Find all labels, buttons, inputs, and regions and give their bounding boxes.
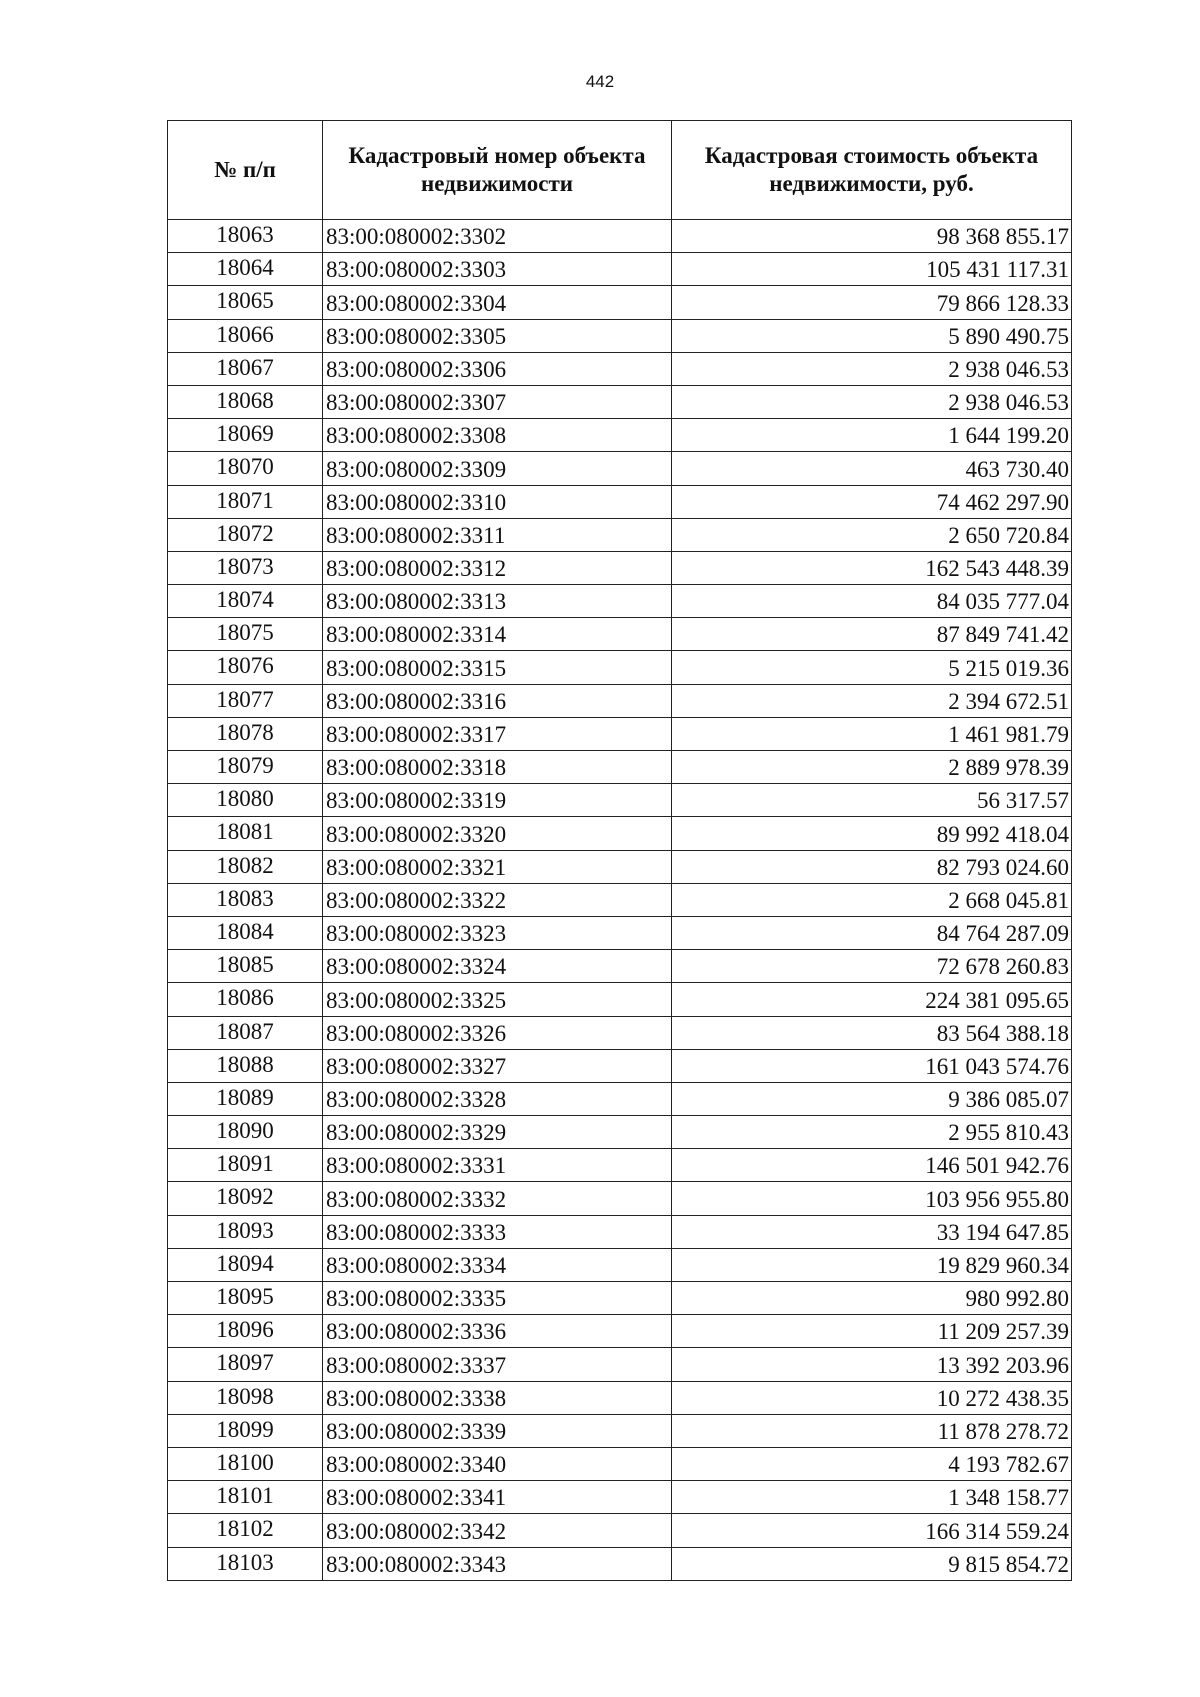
- table-row: [168, 551, 1072, 584]
- cadastral-value-cell: 82 793 024.60: [672, 850, 1072, 883]
- cadastral-value-cell: 98 368 855.17: [672, 220, 1072, 253]
- cadastral-number-cell: 83:00:080002:3334: [323, 1248, 672, 1281]
- table-row: [168, 419, 1072, 452]
- row-number-cell: 18082: [168, 850, 323, 883]
- row-number-cell: 18091: [168, 1149, 323, 1182]
- row-number-cell: 18081: [168, 817, 323, 850]
- cadastral-number-cell: 83:00:080002:3326: [323, 1016, 672, 1049]
- row-number-cell: 18092: [168, 1182, 323, 1215]
- row-number-cell: 18068: [168, 385, 323, 418]
- cadastral-value-cell: 4 193 782.67: [672, 1447, 1072, 1480]
- table-header: [168, 121, 1072, 220]
- header-cadastral-number: Кадастровый номер объекта недвижимости: [323, 121, 672, 220]
- cadastral-value-cell: 9 386 085.07: [672, 1082, 1072, 1115]
- row-number-cell: 18094: [168, 1248, 323, 1281]
- table-row: [168, 385, 1072, 418]
- table-row: [168, 1381, 1072, 1414]
- cadastral-number-cell: 83:00:080002:3306: [323, 352, 672, 385]
- table-row: [168, 518, 1072, 551]
- header-row-number: № п/п: [168, 121, 323, 220]
- table-row: [168, 1514, 1072, 1547]
- row-number-cell: 18087: [168, 1016, 323, 1049]
- row-number-cell: 18065: [168, 286, 323, 319]
- row-number-cell: 18080: [168, 784, 323, 817]
- cadastral-value-cell: 74 462 297.90: [672, 485, 1072, 518]
- cadastral-value-cell: 19 829 960.34: [672, 1248, 1072, 1281]
- cadastral-number-cell: 83:00:080002:3343: [323, 1547, 672, 1580]
- row-number-cell: 18074: [168, 585, 323, 618]
- cadastral-value-cell: 161 043 574.76: [672, 1049, 1072, 1082]
- cadastral-number-cell: 83:00:080002:3320: [323, 817, 672, 850]
- cadastral-value-table: [167, 120, 1072, 1581]
- cadastral-value-cell: 2 938 046.53: [672, 352, 1072, 385]
- table-row: [168, 784, 1072, 817]
- cadastral-value-cell: 162 543 448.39: [672, 551, 1072, 584]
- cadastral-value-cell: 13 392 203.96: [672, 1348, 1072, 1381]
- table-row: [168, 452, 1072, 485]
- cadastral-number-cell: 83:00:080002:3313: [323, 585, 672, 618]
- table-row: [168, 1315, 1072, 1348]
- cadastral-value-cell: 83 564 388.18: [672, 1016, 1072, 1049]
- table-row: [168, 1082, 1072, 1115]
- cadastral-number-cell: 83:00:080002:3308: [323, 419, 672, 452]
- table-body: [168, 220, 1072, 1581]
- row-number-cell: 18090: [168, 1116, 323, 1149]
- table-row: [168, 1481, 1072, 1514]
- row-number-cell: 18083: [168, 883, 323, 916]
- cadastral-value-cell: 1 644 199.20: [672, 419, 1072, 452]
- table-row: [168, 1049, 1072, 1082]
- table-row: [168, 1149, 1072, 1182]
- row-number-cell: 18099: [168, 1414, 323, 1447]
- row-number-cell: 18093: [168, 1215, 323, 1248]
- cadastral-value-cell: 72 678 260.83: [672, 950, 1072, 983]
- table-row: [168, 751, 1072, 784]
- cadastral-value-cell: 1 461 981.79: [672, 717, 1072, 750]
- cadastral-number-cell: 83:00:080002:3325: [323, 983, 672, 1016]
- row-number-cell: 18085: [168, 950, 323, 983]
- cadastral-value-cell: 103 956 955.80: [672, 1182, 1072, 1215]
- table-row: [168, 1016, 1072, 1049]
- row-number-cell: 18063: [168, 220, 323, 253]
- cadastral-number-cell: 83:00:080002:3318: [323, 751, 672, 784]
- cadastral-number-cell: 83:00:080002:3335: [323, 1282, 672, 1315]
- row-number-cell: 18064: [168, 253, 323, 286]
- cadastral-value-cell: 11 209 257.39: [672, 1315, 1072, 1348]
- table-row: [168, 916, 1072, 949]
- cadastral-value-cell: 89 992 418.04: [672, 817, 1072, 850]
- row-number-cell: 18095: [168, 1282, 323, 1315]
- row-number-cell: 18076: [168, 651, 323, 684]
- cadastral-value-cell: 10 272 438.35: [672, 1381, 1072, 1414]
- table-row: [168, 1414, 1072, 1447]
- cadastral-value-cell: 84 035 777.04: [672, 585, 1072, 618]
- row-number-cell: 18069: [168, 419, 323, 452]
- cadastral-number-cell: 83:00:080002:3312: [323, 551, 672, 584]
- row-number-cell: 18103: [168, 1547, 323, 1580]
- row-number-cell: 18078: [168, 717, 323, 750]
- cadastral-number-cell: 83:00:080002:3311: [323, 518, 672, 551]
- cadastral-number-cell: 83:00:080002:3316: [323, 684, 672, 717]
- table-row: [168, 1116, 1072, 1149]
- cadastral-value-cell: 56 317.57: [672, 784, 1072, 817]
- cadastral-number-cell: 83:00:080002:3333: [323, 1215, 672, 1248]
- header-cadastral-value: Кадастровая стоимость объекта недвижимости, руб.: [672, 121, 1072, 220]
- row-number-cell: 18098: [168, 1381, 323, 1414]
- cadastral-number-cell: 83:00:080002:3339: [323, 1414, 672, 1447]
- cadastral-number-cell: 83:00:080002:3310: [323, 485, 672, 518]
- row-number-cell: 18088: [168, 1049, 323, 1082]
- cadastral-number-cell: 83:00:080002:3309: [323, 452, 672, 485]
- row-number-cell: 18070: [168, 452, 323, 485]
- cadastral-number-cell: 83:00:080002:3340: [323, 1447, 672, 1480]
- cadastral-number-cell: 83:00:080002:3328: [323, 1082, 672, 1115]
- cadastral-number-cell: 83:00:080002:3329: [323, 1116, 672, 1149]
- page-number: 442: [585, 72, 615, 91]
- table-row: [168, 1182, 1072, 1215]
- table-row: [168, 485, 1072, 518]
- row-number-cell: 18073: [168, 551, 323, 584]
- cadastral-value-cell: 2 889 978.39: [672, 751, 1072, 784]
- cadastral-number-cell: 83:00:080002:3302: [323, 220, 672, 253]
- table-row: [168, 286, 1072, 319]
- row-number-cell: 18067: [168, 352, 323, 385]
- cadastral-number-cell: 83:00:080002:3304: [323, 286, 672, 319]
- table-row: [168, 1248, 1072, 1281]
- table-row: [168, 850, 1072, 883]
- cadastral-value-cell: 9 815 854.72: [672, 1547, 1072, 1580]
- table-row: [168, 983, 1072, 1016]
- cadastral-number-cell: 83:00:080002:3327: [323, 1049, 672, 1082]
- table-row: [168, 352, 1072, 385]
- row-number-cell: 18077: [168, 684, 323, 717]
- cadastral-value-cell: 33 194 647.85: [672, 1215, 1072, 1248]
- row-number-cell: 18101: [168, 1481, 323, 1514]
- table-row: [168, 684, 1072, 717]
- table-row: [168, 618, 1072, 651]
- cadastral-value-cell: 87 849 741.42: [672, 618, 1072, 651]
- table-row: [168, 817, 1072, 850]
- cadastral-value-cell: 2 650 720.84: [672, 518, 1072, 551]
- cadastral-value-cell: 463 730.40: [672, 452, 1072, 485]
- cadastral-number-cell: 83:00:080002:3319: [323, 784, 672, 817]
- cadastral-value-cell: 146 501 942.76: [672, 1149, 1072, 1182]
- row-number-cell: 18086: [168, 983, 323, 1016]
- cadastral-value-cell: 79 866 128.33: [672, 286, 1072, 319]
- table-row: [168, 1282, 1072, 1315]
- table-row: [168, 1215, 1072, 1248]
- cadastral-number-cell: 83:00:080002:3315: [323, 651, 672, 684]
- row-number-cell: 18102: [168, 1514, 323, 1547]
- table-row: [168, 950, 1072, 983]
- table-row: [168, 585, 1072, 618]
- cadastral-number-cell: 83:00:080002:3321: [323, 850, 672, 883]
- cadastral-value-cell: 1 348 158.77: [672, 1481, 1072, 1514]
- cadastral-number-cell: 83:00:080002:3317: [323, 717, 672, 750]
- cadastral-number-cell: 83:00:080002:3322: [323, 883, 672, 916]
- cadastral-value-cell: 5 215 019.36: [672, 651, 1072, 684]
- row-number-cell: 18100: [168, 1447, 323, 1480]
- cadastral-value-cell: 5 890 490.75: [672, 319, 1072, 352]
- cadastral-number-cell: 83:00:080002:3341: [323, 1481, 672, 1514]
- cadastral-number-cell: 83:00:080002:3336: [323, 1315, 672, 1348]
- row-number-cell: 18066: [168, 319, 323, 352]
- table-row: [168, 253, 1072, 286]
- table-row: [168, 1547, 1072, 1580]
- cadastral-number-cell: 83:00:080002:3342: [323, 1514, 672, 1547]
- row-number-cell: 18089: [168, 1082, 323, 1115]
- cadastral-value-cell: 166 314 559.24: [672, 1514, 1072, 1547]
- row-number-cell: 18079: [168, 751, 323, 784]
- row-number-cell: 18097: [168, 1348, 323, 1381]
- cadastral-value-cell: 2 938 046.53: [672, 385, 1072, 418]
- cadastral-number-cell: 83:00:080002:3303: [323, 253, 672, 286]
- cadastral-number-cell: 83:00:080002:3331: [323, 1149, 672, 1182]
- cadastral-number-cell: 83:00:080002:3338: [323, 1381, 672, 1414]
- cadastral-value-cell: 2 955 810.43: [672, 1116, 1072, 1149]
- row-number-cell: 18075: [168, 618, 323, 651]
- row-number-cell: 18084: [168, 916, 323, 949]
- table-row: [168, 883, 1072, 916]
- cadastral-number-cell: 83:00:080002:3307: [323, 385, 672, 418]
- cadastral-number-cell: 83:00:080002:3337: [323, 1348, 672, 1381]
- cadastral-value-cell: 224 381 095.65: [672, 983, 1072, 1016]
- cadastral-number-cell: 83:00:080002:3324: [323, 950, 672, 983]
- table-row: [168, 319, 1072, 352]
- cadastral-value-cell: 105 431 117.31: [672, 253, 1072, 286]
- cadastral-number-cell: 83:00:080002:3323: [323, 916, 672, 949]
- cadastral-value-cell: 84 764 287.09: [672, 916, 1072, 949]
- cadastral-value-cell: 980 992.80: [672, 1282, 1072, 1315]
- cadastral-value-cell: 2 394 672.51: [672, 684, 1072, 717]
- table-row: [168, 1348, 1072, 1381]
- table-header-row: [168, 121, 1072, 220]
- cadastral-value-cell: 11 878 278.72: [672, 1414, 1072, 1447]
- table-row: [168, 220, 1072, 253]
- row-number-cell: 18072: [168, 518, 323, 551]
- cadastral-number-cell: 83:00:080002:3314: [323, 618, 672, 651]
- cadastral-number-cell: 83:00:080002:3332: [323, 1182, 672, 1215]
- table-row: [168, 651, 1072, 684]
- row-number-cell: 18071: [168, 485, 323, 518]
- table-row: [168, 1447, 1072, 1480]
- cadastral-value-cell: 2 668 045.81: [672, 883, 1072, 916]
- row-number-cell: 18096: [168, 1315, 323, 1348]
- cadastral-number-cell: 83:00:080002:3305: [323, 319, 672, 352]
- table-row: [168, 717, 1072, 750]
